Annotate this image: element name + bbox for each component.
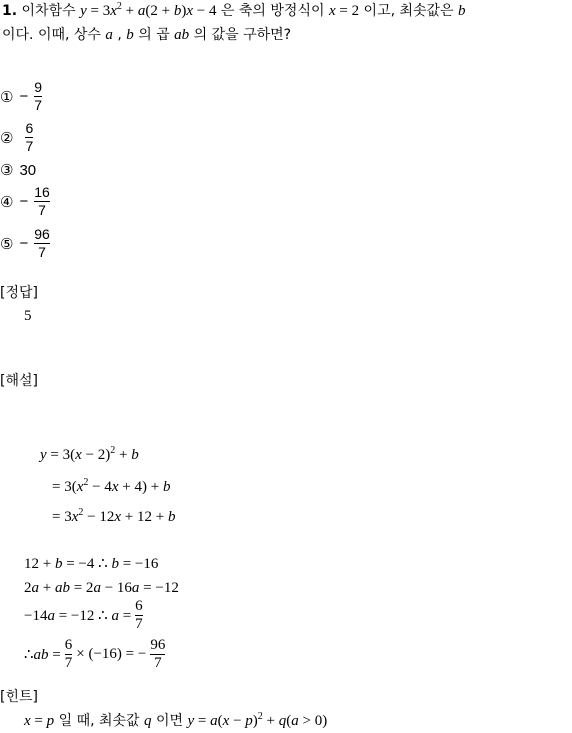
option-fraction [34, 79, 42, 114]
option-symbol: ③ [0, 161, 14, 179]
option-symbol: ④ [0, 192, 14, 211]
option-fraction [34, 226, 50, 261]
hint-formula: $y = a(x - p)^2 + q(a > 0)$ [187, 711, 328, 729]
variable-ab: ab [174, 27, 190, 43]
numerator: 9 [34, 79, 43, 95]
denominator: 7 [38, 244, 46, 260]
denominator: 7 [135, 616, 143, 632]
expression-text: × (−16) = − [76, 646, 147, 662]
option-fraction [34, 184, 50, 219]
option-4[interactable] [0, 184, 50, 219]
option-5[interactable] [0, 226, 50, 261]
numerator: 6 [25, 120, 34, 136]
variable-b: b [126, 27, 134, 43]
numerator: 16 [34, 184, 50, 200]
question-equation: $y = 3x^2 + a(2 + b)x - 4$ [80, 1, 217, 19]
question-line-1 [2, 2, 466, 20]
explanation-step-1: $y = 3(x - 2)^2 + b$ [40, 445, 139, 463]
option-value: 30 [19, 161, 37, 179]
explanation-step-3: = $3x^2 - 12x + 12 + b$ [52, 507, 176, 525]
option-sign: − [19, 193, 29, 210]
question-line-2 [2, 26, 291, 44]
variable-q: q [144, 713, 152, 729]
question-text: 이다. 이때, 상수 [2, 27, 101, 43]
numerator: 6 [64, 637, 73, 653]
explanation-header: [해설] [0, 373, 38, 389]
axis-equation: x = 2 [328, 3, 360, 19]
option-symbol: ② [0, 128, 14, 147]
numerator: 96 [34, 226, 50, 242]
question-text: 의 값을 구하면? [193, 27, 292, 43]
denominator: 7 [34, 97, 43, 113]
hint-line [24, 712, 327, 730]
question-text: 의 곱 [138, 27, 170, 43]
question-number: 1. [2, 3, 18, 19]
option-symbol: ① [0, 87, 14, 106]
answer-header: [정답] [0, 285, 38, 301]
question-text: 이차함수 [21, 3, 76, 19]
question-text: 은 축의 방정식이 [220, 3, 325, 19]
question-text: 이고, 최솟값은 [363, 3, 454, 19]
explanation-line-1: 12 + b = −4 ∴ b = −16 [24, 556, 159, 572]
explanation-line-3: −14a = −12 ∴ a = $\frac{6}{7}$ [24, 598, 143, 632]
option-sign: − [19, 235, 29, 252]
option-fraction [25, 120, 33, 155]
option-symbol: ⑤ [0, 234, 14, 253]
comma: , [117, 27, 122, 43]
numerator: 6 [135, 598, 143, 614]
denominator: 7 [25, 138, 34, 154]
variable-b: b [458, 3, 466, 19]
fraction [150, 637, 165, 672]
denominator: 7 [154, 655, 162, 671]
option-sign: − [19, 88, 29, 105]
explanation-step-2: = $3(x^2 - 4x + 4) + b$ [52, 477, 171, 495]
explanation-line-4: ∴ab = $\frac{6}{7}$ × (−16) = − $\frac{96}{7}$ [24, 637, 166, 671]
denominator: 7 [38, 202, 46, 218]
explanation-line-2: 2a + ab = 2a − 16a = −12 [24, 580, 179, 596]
fraction [135, 598, 143, 633]
variable-a: a [105, 27, 113, 43]
hint-text: 이면 [155, 713, 184, 729]
answer-value: 5 [24, 308, 32, 324]
option-1[interactable] [0, 79, 42, 114]
fraction [65, 637, 73, 672]
numerator: 96 [150, 637, 166, 653]
option-2[interactable] [0, 120, 33, 155]
denominator: 7 [64, 655, 73, 671]
option-3[interactable] [0, 161, 36, 179]
hint-header: [힌트] [0, 689, 38, 705]
hint-text: 일 때, 최솟값 [58, 713, 140, 729]
hint-equation: x = p [24, 713, 55, 729]
